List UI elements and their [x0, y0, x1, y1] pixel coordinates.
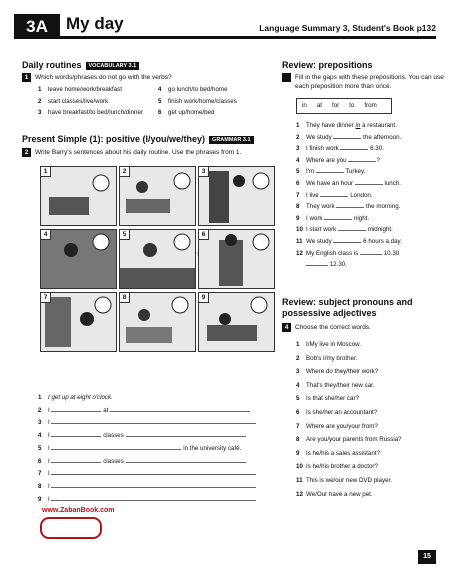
list-item: 2 start classes/live/work — [38, 97, 109, 105]
list-item: 2 We study the afternoon. — [296, 133, 402, 141]
list-item: 8 I — [38, 481, 268, 494]
list-item: 6 get up/home/bed — [158, 109, 215, 116]
picture-8: 8 — [119, 292, 196, 352]
exercise-1-number: 1 — [22, 73, 31, 82]
list-item[interactable]: 8 Are you/your parents from Russia? — [296, 436, 402, 444]
unit-title: My day — [66, 14, 124, 33]
answer-blank[interactable] — [355, 178, 383, 185]
present-simple-title: Present Simple (1): positive (I/you/we/they) GRAMMAR 3.1 — [22, 134, 254, 144]
list-item[interactable]: 2 Bob's I/my brother. — [296, 354, 358, 362]
list-item: 12 My English class is 10.30 — [296, 249, 400, 257]
exercise-2-instruction: 2 Write Barry's sentences about his daily routine. Use the phrases from 1. — [22, 148, 272, 158]
list-item: 10 I start work midnight. — [296, 226, 393, 234]
list-item: 2 I at — [38, 405, 268, 418]
language-summary-ref: Language Summary 3, Student's Book p132 — [259, 23, 436, 33]
exercise-1-column-a — [38, 84, 158, 119]
list-item: 11 We study 6 hours a day. — [296, 237, 402, 245]
answer-blank[interactable] — [316, 166, 344, 173]
list-item: 1 leave home/work/breakfast — [38, 86, 122, 93]
picture-7: 7 — [40, 292, 117, 352]
answer-blank[interactable] — [126, 430, 246, 437]
answer-blank[interactable] — [338, 224, 366, 231]
answer-blank[interactable] — [110, 405, 250, 412]
list-item: 12.30. — [296, 259, 441, 271]
list-item: 3 I finish work 6.30. — [296, 145, 384, 153]
list-item: 1 I get up at eight o'clock. — [38, 394, 113, 401]
exercise-4-items — [296, 338, 441, 501]
vocabulary-tag: VOCABULARY 3.1 — [86, 62, 140, 70]
list-item: 1 They have dinner in a restaurant. — [296, 122, 397, 129]
answer-blank[interactable] — [51, 494, 256, 501]
list-item: 4 I classes — [38, 430, 268, 443]
answer-blank[interactable] — [51, 481, 256, 488]
grammar-tag: GRAMMAR 3.1 — [209, 136, 254, 144]
list-item[interactable]: 6 Is she/her an accountant? — [296, 408, 378, 416]
list-item: 4 go lunch/to bed/home — [158, 86, 228, 93]
list-item: 4 Where are you ? — [296, 156, 380, 164]
answer-blank[interactable] — [340, 143, 368, 150]
exercise-1-column-b — [158, 84, 268, 119]
list-item[interactable]: 9 Is he/his a sales assistant? — [296, 449, 380, 457]
list-item: 9 I work night. — [296, 214, 370, 222]
exercise-3-number: 3 — [282, 73, 291, 82]
list-item[interactable]: 12 We/Our have a new pet. — [296, 490, 373, 498]
picture-2: 2 — [119, 166, 196, 226]
list-item: 8 They work the morning. — [296, 203, 401, 211]
prepositions-title: Review: prepositions — [282, 60, 373, 70]
exercise-2-number: 2 — [22, 148, 31, 157]
picture-1: 1 — [40, 166, 117, 226]
answer-blank[interactable] — [320, 190, 348, 197]
publisher-logo-mark — [40, 517, 102, 539]
answer-blank[interactable] — [336, 201, 364, 208]
unit-number: 3A — [14, 14, 60, 39]
list-item[interactable]: 7 Where are you/your from? — [296, 422, 378, 430]
list-item: 9 I — [38, 494, 268, 507]
answer-blank[interactable] — [360, 248, 382, 255]
exercise-3-instruction: 3 Fill in the gaps with these prepositions. You can use each preposition more than once. — [278, 74, 444, 90]
daily-routines-title: Daily routines VOCABULARY 3.1 — [22, 60, 139, 70]
answer-blank[interactable] — [51, 417, 256, 424]
answer-blank[interactable] — [306, 259, 328, 266]
exercise-2-sentences — [38, 392, 268, 506]
list-item[interactable]: 4 That's they/their new car. — [296, 381, 375, 389]
picture-9: 9 — [198, 292, 275, 352]
publisher-logo-text: www.ZabanBook.com — [42, 507, 115, 514]
list-item: 7 I live London. — [296, 191, 373, 199]
picture-6: 6 — [198, 229, 275, 289]
list-item[interactable]: 1 I/My live in Moscow. — [296, 341, 362, 348]
answer-blank[interactable] — [51, 405, 101, 412]
list-item: 7 I — [38, 468, 268, 481]
answer-blank[interactable] — [51, 443, 181, 450]
answer-blank[interactable] — [324, 213, 352, 220]
page-number: 15 — [418, 550, 436, 564]
list-item[interactable]: 10 Is he/his brother a doctor? — [296, 463, 378, 471]
list-item[interactable]: 3 Where do they/their work? — [296, 368, 379, 376]
list-item: 5 finish work/home/classes — [158, 97, 237, 105]
picture-3: 3 — [198, 166, 275, 226]
picture-5: 5 — [119, 229, 196, 289]
list-item: 5 I'm Turkey. — [296, 168, 366, 176]
list-item: 5 I in the university café. — [38, 444, 242, 452]
list-item: 6 We have an hour lunch. — [296, 179, 401, 187]
answer-blank[interactable] — [126, 456, 246, 463]
answer-blank[interactable] — [51, 456, 101, 463]
list-item: 6 I classes — [38, 456, 268, 469]
answer-blank[interactable] — [348, 155, 376, 162]
list-item[interactable]: 5 Is that she/her car? — [296, 395, 359, 403]
exercise-1-instruction: 1 Which words/phrases do not go with the verbs? — [22, 73, 262, 83]
answer-blank[interactable] — [333, 132, 361, 139]
routine-pictures — [40, 166, 276, 352]
exercise-3-items — [296, 120, 441, 271]
list-item[interactable]: 11 This is we/our new DVD player. — [296, 476, 392, 484]
exercise-4-instruction: 4 Choose the correct words. — [282, 323, 432, 333]
list-item: 3 I — [38, 417, 268, 430]
pronouns-title: Review: subject pronouns and possessive adjectives — [282, 297, 413, 318]
answer-blank[interactable] — [333, 236, 361, 243]
preposition-options-box: in at for to from — [296, 98, 392, 114]
exercise-4-number: 4 — [282, 323, 291, 332]
answer-blank[interactable] — [51, 468, 256, 475]
answer-blank[interactable] — [51, 430, 101, 437]
list-item: 3 have breakfast/to bed/lunch/dinner — [38, 109, 143, 116]
picture-4: 4 — [40, 229, 117, 289]
